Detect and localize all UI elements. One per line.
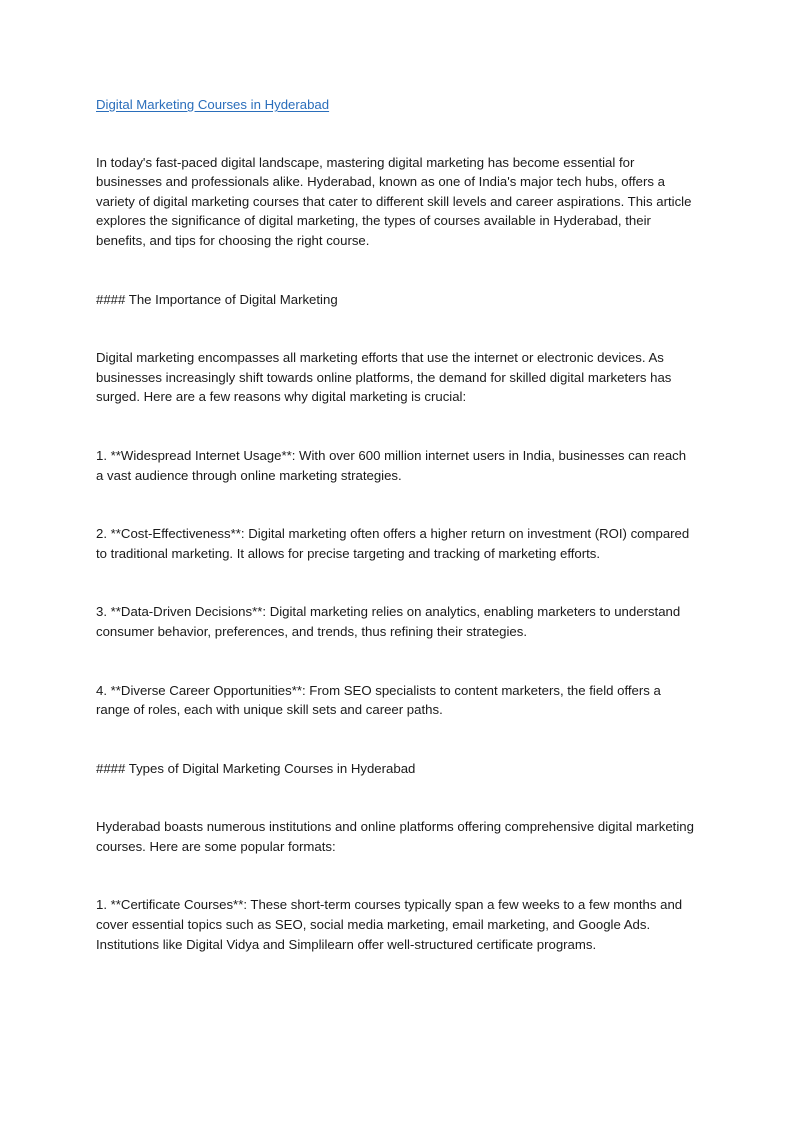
spacer [96,115,696,154]
list-item-data-driven: 3. **Data-Driven Decisions**: Digital marketing relies on analytics, enabling marketers to understand consumer behavior, preferences, and trends, thus refining their strategies. [96,604,681,639]
list-item-internet-usage: 1. **Widespread Internet Usage**: With over 600 million internet users in India, businesses can reach a vast audience through online marketing strategies. [96,447,687,483]
spacer [96,720,696,759]
section-heading-importance: #### The Importance of Digital Marketing [96,291,338,307]
spacer [96,778,696,817]
spacer [96,563,696,602]
spacer [96,642,696,681]
list-item-cost-effectiveness: 2. **Cost-Effectiveness**: Digital marketing often offers a higher return on investment (ROI) compared to traditional marketing. It allows for precise targeting and tracking of marketing efforts. [96,526,690,561]
spacer [96,309,696,348]
list-item-certificate-courses: 1. **Certificate Courses**: These short-term courses typically span a few weeks to a few months and cover essential topics such as SEO, social media marketing, email marketing, and Google Ads. Institutions like Digital Vidya and Simplilearn offer well-structured certificate programs. [96,897,683,952]
spacer [96,407,696,446]
spacer [96,485,696,524]
title-link[interactable]: Digital Marketing Courses in Hyderabad [96,97,330,112]
section-intro-importance: Digital marketing encompasses all marketing efforts that use the internet or electronic devices. As businesses increasingly shift towards online platforms, the demand for skilled digital marketers has surged. Here are a few reasons why digital marketing is crucial: [96,350,672,405]
intro-paragraph: In today's fast-paced digital landscape, mastering digital marketing has become essential for businesses and professionals alike. Hyderabad, known as one of India's major tech hubs, offers a variety of digital marketing courses that cater to different skill levels and career aspirations. This article explores the significance of digital marketing, the types of courses available in Hyderabad, their benefits, and tips for choosing the right course. [96,154,692,248]
document-page [96,95,696,954]
list-item-career-opportunities: 4. **Diverse Career Opportunities**: From SEO specialists to content marketers, the field offers a range of roles, each with unique skill sets and career paths. [96,682,661,718]
section-intro-types: Hyderabad boasts numerous institutions and online platforms offering comprehensive digital marketing courses. Here are some popular formats: [96,819,694,854]
spacer [96,251,696,290]
spacer [96,856,696,895]
section-heading-types: #### Types of Digital Marketing Courses in Hyderabad [96,760,416,776]
